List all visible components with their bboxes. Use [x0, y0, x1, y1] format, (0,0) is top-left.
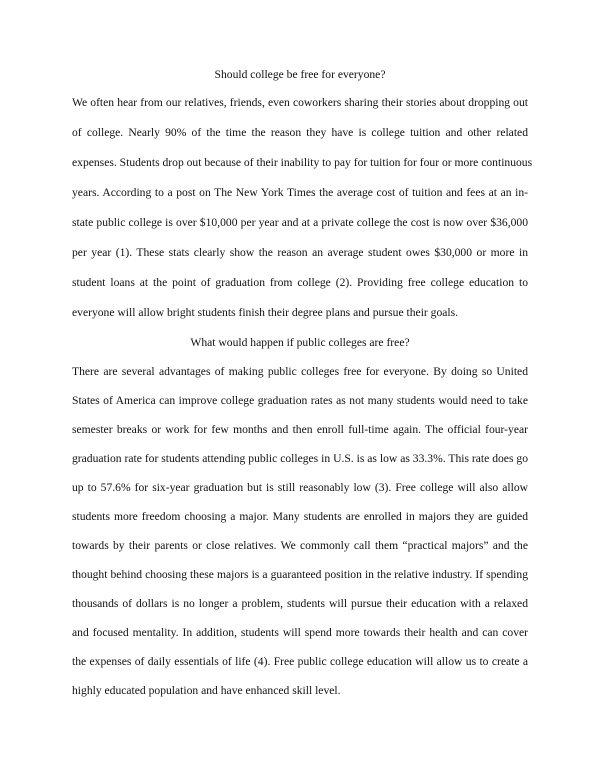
- paragraph-line: years. According to a post on The New York Times the average cost of tuition and fees at an in-: [72, 186, 528, 199]
- paragraph-line: of college. Nearly 90% of the time the reason they have is college tuition and other related: [72, 126, 528, 139]
- paragraph-line: state public college is over $10,000 per year and at a private college the cost is now over $36,000: [72, 216, 528, 229]
- paragraph-line: student loans at the point of graduation from college (2). Providing free college education to: [72, 276, 528, 289]
- paragraph-line: towards by their parents or close relatives. We commonly call them “practical majors” and the: [72, 539, 528, 552]
- paragraph-line: up to 57.6% for six-year graduation but is still reasonably low (3). Free college will also allow: [72, 481, 528, 494]
- paragraph-line: States of America can improve college graduation rates as not many students would need to take: [72, 394, 528, 407]
- section-subheading: What would happen if public colleges are free?: [190, 336, 410, 349]
- page-title: Should college be free for everyone?: [214, 68, 386, 81]
- paragraph-line: We often hear from our relatives, friends, even coworkers sharing their stories about dropping out: [72, 96, 528, 109]
- paragraph-line: highly educated population and have enhanced skill level.: [72, 684, 341, 697]
- paragraph-line: There are several advantages of making public colleges free for everyone. By doing so United: [72, 365, 528, 378]
- paragraph-line: semester breaks or work for few months and then enroll full-time again. The official four-year: [72, 423, 528, 436]
- paragraph-line: and focused mentality. In addition, students will spend more towards their health and can cover: [72, 626, 528, 639]
- paragraph-line: thought behind choosing these majors is a guaranteed position in the relative industry. If spending: [72, 568, 528, 581]
- paragraph-line: per year (1). These stats clearly show the reason an average student owes $30,000 or more in: [72, 246, 528, 259]
- paragraph-line: thousands of dollars is no longer a problem, students will pursue their education with a relaxed: [72, 597, 528, 610]
- paragraph-line: the expenses of daily essentials of life (4). Free public college education will allow us to create a: [72, 655, 528, 668]
- paragraph-line: graduation rate for students attending public colleges in U.S. is as low as 33.3%. This rate does go: [72, 452, 528, 465]
- paragraph-line: students more freedom choosing a major. Many students are enrolled in majors they are guided: [72, 510, 528, 523]
- paragraph-line: everyone will allow bright students finish their degree plans and pursue their goals.: [72, 306, 459, 319]
- paragraph-line: expenses. Students drop out because of their inability to pay for tuition for four or more continuous: [72, 156, 533, 169]
